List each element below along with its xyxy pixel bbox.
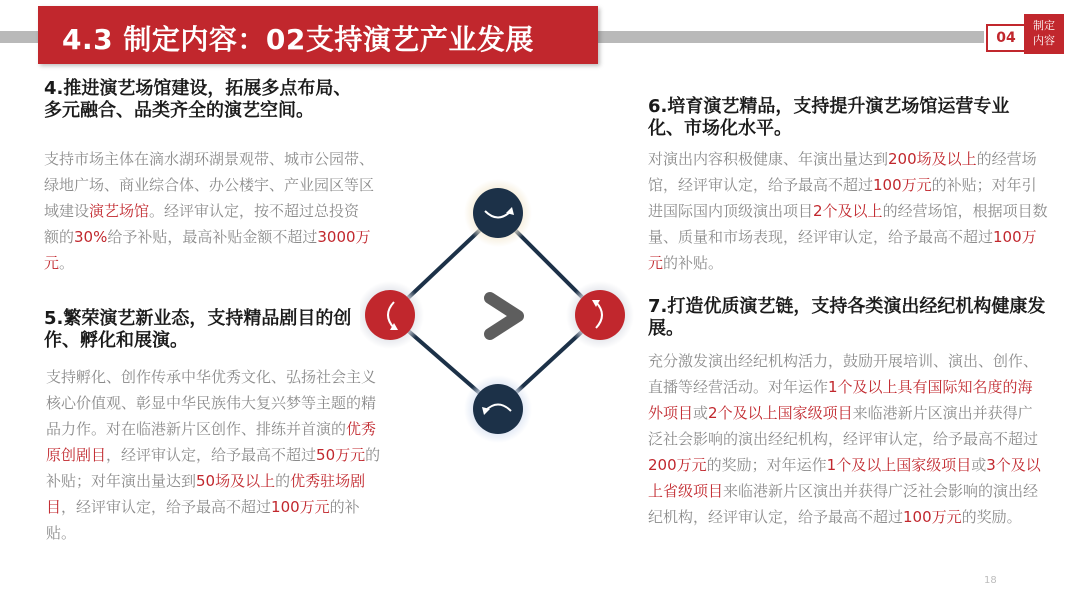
highlight-text: 100万元 <box>648 228 1037 272</box>
section-7-heading: 7.打造优质演艺链，支持各类演出经纪机构健康发展。 <box>648 296 1046 339</box>
highlight-text: 优秀原创剧目 <box>46 420 377 464</box>
body-text: 的奖励。 <box>961 508 1022 526</box>
body-text: 来临港新片区演出并获得广泛社会影响的演出经纪机构，经评审认定，给予最高不超过 <box>648 482 1039 526</box>
page-number: 18 <box>984 575 997 586</box>
section-number-badge: 04 <box>986 24 1026 52</box>
body-text: 的经营场馆，根据项目数量、质量和市场表现，经评审认定，给予最高不超过 <box>648 202 1048 246</box>
section-5-heading: 5.繁荣演艺新业态，支持精品剧目的创作、孵化和展演。 <box>44 308 352 351</box>
body-text: 的经营场馆，经评审认定，给予最高不超过 <box>648 150 1037 194</box>
section-label-badge <box>1024 14 1064 54</box>
section-7-body <box>648 348 1046 530</box>
highlight-text: 100万元 <box>873 176 932 194</box>
highlight-text: 100万元 <box>271 498 330 516</box>
node-top <box>464 179 532 247</box>
body-text: 或 <box>971 456 987 474</box>
highlight-text: 50场及以上 <box>196 472 276 490</box>
body-text: ，经评审认定，给予最高不超过 <box>106 446 317 464</box>
body-text: 的奖励；对年运作 <box>706 456 827 474</box>
title-banner <box>38 6 598 64</box>
body-text: 的补贴；对年引进国际国内顶级演出项目 <box>648 176 1037 220</box>
highlight-text: 200万元 <box>648 456 707 474</box>
highlight-text: 100万元 <box>903 508 962 526</box>
highlight-text: 1个及以上国家级项目 <box>826 456 972 474</box>
highlight-text: 1个及以上具有国际知名度的海外项目 <box>648 378 1033 422</box>
highlight-text: 2个及以上国家级项目 <box>708 404 853 422</box>
section-4-body <box>44 146 374 276</box>
highlight-text: 30% <box>74 228 108 246</box>
highlight-text: 3000万元 <box>44 228 371 272</box>
section-6-body <box>648 146 1050 276</box>
body-text: 的 <box>275 472 291 490</box>
node-right <box>566 281 634 349</box>
body-text: 来临港新片区演出并获得广泛社会影响的演出经纪机构，经评审认定，给予最高不超过 <box>648 404 1039 448</box>
body-text: ，经评审认定，给予最高不超过 <box>61 498 272 516</box>
highlight-text: 50万元 <box>316 446 366 464</box>
section-label-line2: 内容 <box>1033 34 1055 47</box>
body-text: 支持孵化、创作传承中华优秀文化、弘扬社会主义核心价值观、彰显中华民族伟大复兴梦等主题的精品力作。对在临港新片区创作、排练并首演的 <box>46 368 377 438</box>
section-label-line1: 制定 <box>1033 19 1055 32</box>
highlight-text: 演艺场馆 <box>89 202 150 220</box>
body-text: 的补贴。 <box>663 254 724 272</box>
highlight-text: 3个及以上省级项目 <box>648 456 1041 500</box>
section-6-heading: 6.培育演艺精品，支持提升演艺场馆运营专业化、市场化水平。 <box>648 96 1010 139</box>
header-bar-right <box>596 31 984 43</box>
node-bottom <box>464 375 532 443</box>
page-title: 4.3 制定内容：02支持演艺产业发展 <box>62 23 534 56</box>
body-text: 。经评审认定，按不超过总投资额的 <box>44 202 360 246</box>
body-text: 或 <box>693 404 709 422</box>
cycle-diagram <box>360 178 660 448</box>
body-text: 。 <box>59 254 75 272</box>
body-text: 的补贴。 <box>46 498 360 542</box>
body-text: 充分激发演出经纪机构活力，鼓励开展培训、演出、创作、直播等经营活动。对年运作 <box>648 352 1039 396</box>
highlight-text: 200场及以上 <box>888 150 977 168</box>
body-text: 的补贴；对年演出量达到 <box>46 446 381 490</box>
section-5-body <box>46 364 384 546</box>
highlight-text: 2个及以上 <box>813 202 883 220</box>
header-bar-left <box>0 31 40 43</box>
section-4-heading: 4.推进演艺场馆建设，拓展多点布局、多元融合、品类齐全的演艺空间。 <box>44 78 352 121</box>
chevron-right-icon <box>490 298 518 334</box>
body-text: 对演出内容积极健康、年演出量达到 <box>648 150 889 168</box>
highlight-text: 优秀驻场剧目 <box>46 472 366 516</box>
body-text: 给予补贴，最高补贴金额不超过 <box>107 228 318 246</box>
body-text: 支持市场主体在滴水湖环湖景观带、城市公园带、绿地广场、商业综合体、办公楼宇、产业园区等区域建设 <box>44 150 375 220</box>
